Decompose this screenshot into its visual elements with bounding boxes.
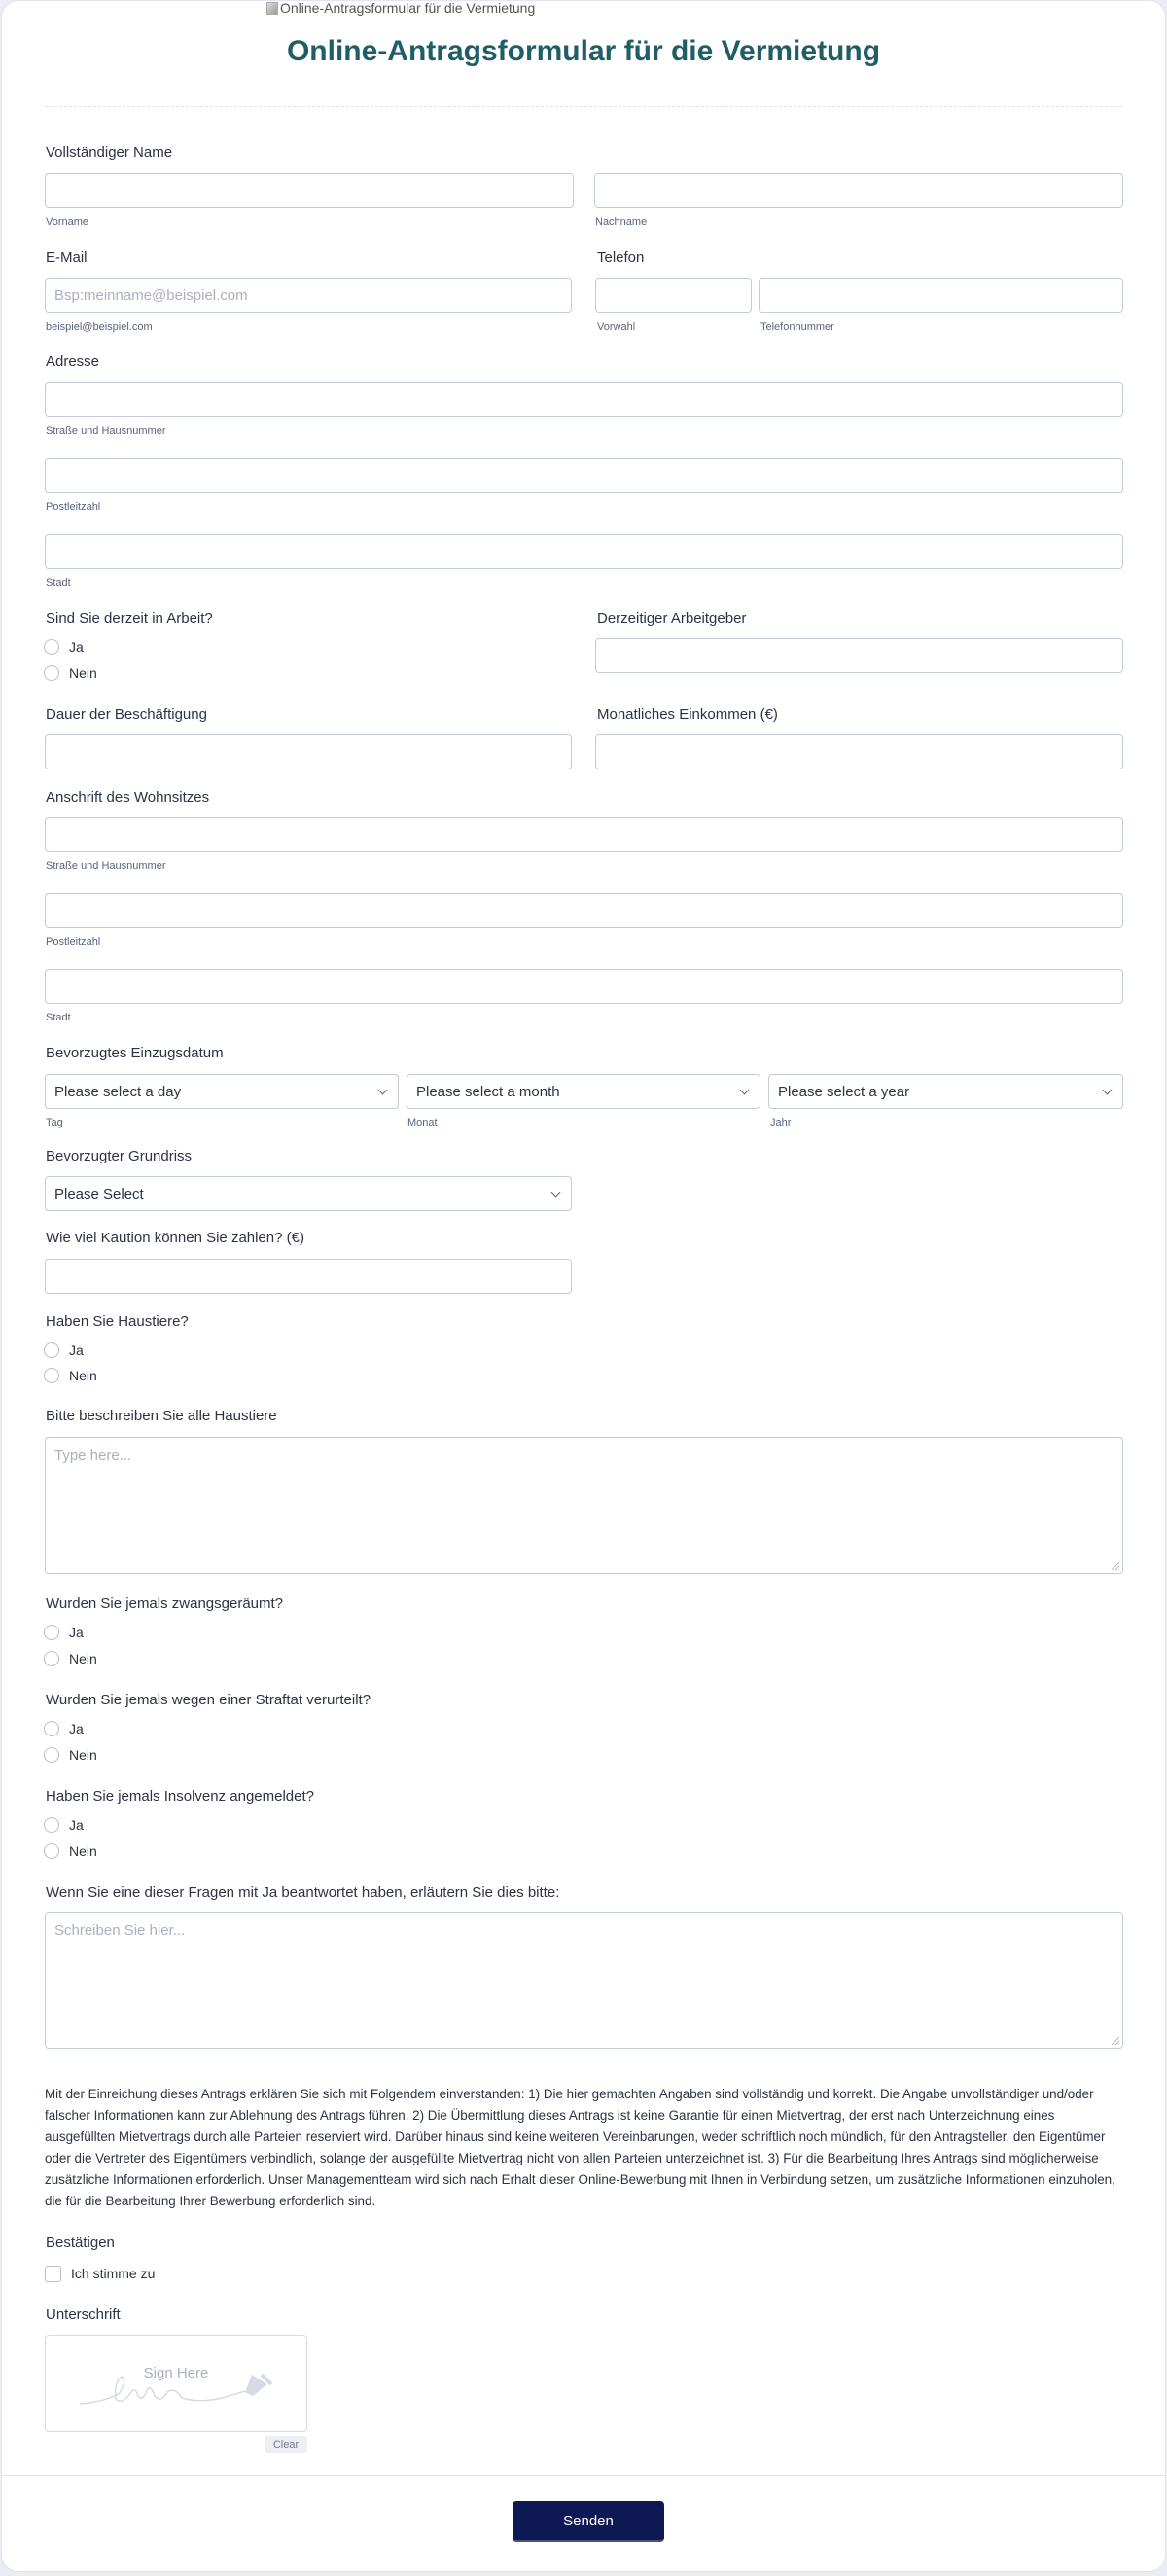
radio-icon[interactable] [44, 1817, 59, 1833]
agree-label: Ich stimme zu [71, 2266, 156, 2281]
address-street-input[interactable] [45, 382, 1123, 417]
divider [45, 106, 1122, 107]
resize-handle-icon[interactable] [1112, 2037, 1119, 2045]
email-placeholder: Bsp:meinname@beispiel.com [54, 287, 248, 304]
footer-divider [1, 2475, 1166, 2476]
signature-pen-icon [46, 2336, 308, 2433]
employed-label: Sind Sie derzeit in Arbeit? [46, 610, 213, 626]
option-label: Ja [69, 1625, 84, 1640]
move-in-label: Bevorzugtes Einzugsdatum [46, 1045, 224, 1061]
radio-icon[interactable] [44, 1368, 59, 1383]
floorplan-select[interactable] [45, 1176, 572, 1211]
email-label: E-Mail [46, 249, 88, 266]
pets-label: Haben Sie Haustiere? [46, 1313, 189, 1330]
residence-zip-sublabel: Postleitzahl [46, 936, 101, 948]
area-code-input[interactable] [595, 278, 752, 313]
confirm-label: Bestätigen [46, 2235, 115, 2251]
explain-placeholder: Schreiben Sie hier... [54, 1922, 186, 1939]
agree-checkbox-row[interactable] [45, 2264, 155, 2283]
floorplan-select-value: Please Select [54, 1185, 144, 1202]
signature-pad[interactable] [45, 2335, 307, 2432]
option-label: Ja [69, 1817, 84, 1833]
pets-desc-label: Bitte beschreiben Sie alle Haustiere [46, 1408, 277, 1424]
bankruptcy-option-nein[interactable] [44, 1842, 97, 1861]
email-sublabel: beispiel@beispiel.com [46, 321, 153, 333]
deposit-input[interactable] [45, 1259, 572, 1294]
year-select-value: Please select a year [778, 1083, 910, 1100]
residence-street-input[interactable] [45, 817, 1123, 852]
radio-icon[interactable] [44, 1625, 59, 1640]
checkbox[interactable] [45, 2266, 61, 2282]
explain-textarea[interactable] [45, 1912, 1123, 2049]
day-select[interactable] [45, 1074, 399, 1109]
header-image-alt: Online-Antragsformular für die Vermietung [280, 0, 536, 16]
bankruptcy-option-ja[interactable] [44, 1815, 84, 1835]
residence-zip-input[interactable] [45, 893, 1123, 928]
address-zip-sublabel: Postleitzahl [46, 501, 101, 513]
resize-handle-icon[interactable] [1112, 1562, 1119, 1570]
terms-text: Mit der Einreichung dieses Antrags erklären Sie sich mit Folgendem einverstanden: 1) Die hier gemachten Angaben sind vollständig und korrekt. Die Angabe unvollständiger und/oder falscher Informationen kann zur Ablehnung des Antrags führen. 2) Die Übermittlung dieses Antrags ist keine Garantie für einen Mietvertrag, der erst nach Unterzeichnung eines ausgefüllten Mietvertrags durch alle Parteien reserviert wird. Darüber hinaus sind keine weiteren Vereinbarungen, weder schriftlich noch mündlich, für den Antragsteller, den Eigentümer oder die Vertreter des Eigentümers verbindlich, solange der ausgefüllte Mietvertrag nicht von allen Parteien unterzeichnet ist. 3) Für die Bearbeitung Ihres Antrags sind möglicherweise zusätzliche Informationen erforderlich. Unser Managementteam wird sich nach Erhalt dieser Online-Bewerbung mit Ihnen in Verbindung setzen, um zusätzliche Informationen einzuholen, die für die Bearbeitung Ihrer Bewerbung erforderlich sind. [45, 2087, 1115, 2208]
employer-label: Derzeitiger Arbeitgeber [597, 610, 747, 626]
name-label: Vollständiger Name [46, 144, 173, 161]
submit-button[interactable]: Senden [513, 2501, 664, 2542]
residence-label: Anschrift des Wohnsitzes [46, 789, 210, 805]
radio-icon[interactable] [44, 1843, 59, 1859]
chevron-down-icon [551, 1187, 561, 1197]
pets-desc-textarea[interactable] [45, 1437, 1123, 1574]
income-input[interactable] [595, 734, 1123, 769]
chevron-down-icon [1103, 1085, 1113, 1094]
chevron-down-icon [378, 1085, 388, 1094]
employed-option-nein[interactable] [44, 663, 97, 683]
radio-icon[interactable] [44, 1342, 59, 1358]
option-label: Nein [69, 1368, 97, 1383]
duration-label: Dauer der Beschäftigung [46, 706, 207, 723]
evicted-label: Wurden Sie jemals zwangsgeräumt? [46, 1595, 284, 1612]
evicted-option-ja[interactable] [44, 1623, 84, 1642]
day-sublabel: Tag [46, 1117, 63, 1128]
address-label: Adresse [46, 353, 100, 370]
address-city-sublabel: Stadt [46, 577, 71, 589]
convicted-option-ja[interactable] [44, 1719, 84, 1738]
address-street-sublabel: Straße und Hausnummer [46, 425, 166, 437]
radio-icon[interactable] [44, 1721, 59, 1736]
signature-placeholder: Sign Here [143, 2365, 209, 2381]
phone-number-sublabel: Telefonnummer [760, 321, 834, 333]
last-name-input[interactable] [594, 173, 1123, 208]
year-select[interactable] [768, 1074, 1123, 1109]
radio-icon[interactable] [44, 1651, 59, 1666]
deposit-label: Wie viel Kaution können Sie zahlen? (€) [46, 1230, 304, 1246]
first-name-sublabel: Vorname [46, 216, 89, 228]
employer-input[interactable] [595, 638, 1123, 673]
bankruptcy-label: Haben Sie jemals Insolvenz angemeldet? [46, 1788, 314, 1805]
employed-option-ja[interactable] [44, 637, 84, 657]
email-input[interactable] [45, 278, 572, 313]
phone-label: Telefon [597, 249, 645, 266]
option-label: Ja [69, 1721, 84, 1736]
day-select-value: Please select a day [54, 1083, 182, 1100]
pets-desc-placeholder: Type here... [54, 1448, 132, 1464]
residence-city-sublabel: Stadt [46, 1012, 71, 1023]
clear-signature-button[interactable]: Clear [265, 2436, 307, 2453]
radio-icon[interactable] [44, 1747, 59, 1763]
page-title: Online-Antragsformular für die Vermietung [286, 35, 881, 67]
month-sublabel: Monat [407, 1117, 438, 1128]
option-label: Nein [69, 665, 97, 681]
year-sublabel: Jahr [770, 1117, 792, 1128]
explain-label: Wenn Sie eine dieser Fragen mit Ja beantwortet haben, erläutern Sie dies bitte: [46, 1884, 560, 1901]
income-label: Monatliches Einkommen (€) [597, 706, 778, 723]
month-select[interactable] [407, 1074, 760, 1109]
option-label: Nein [69, 1651, 97, 1666]
pets-option-nein[interactable] [44, 1366, 97, 1385]
phone-number-input[interactable] [759, 278, 1123, 313]
option-label: Nein [69, 1747, 97, 1763]
broken-image-icon [266, 2, 278, 15]
convicted-label: Wurden Sie jemals wegen einer Straftat verurteilt? [46, 1692, 371, 1708]
header-image [266, 0, 535, 16]
address-city-input[interactable] [45, 534, 1123, 569]
option-label: Ja [69, 639, 84, 655]
option-label: Ja [69, 1342, 84, 1358]
residence-street-sublabel: Straße und Hausnummer [46, 860, 166, 872]
month-select-value: Please select a month [416, 1083, 560, 1100]
last-name-sublabel: Nachname [595, 216, 648, 228]
signature-label: Unterschrift [46, 2307, 121, 2323]
option-label: Nein [69, 1843, 97, 1859]
chevron-down-icon [740, 1085, 750, 1094]
convicted-option-nein[interactable] [44, 1745, 97, 1765]
radio-icon[interactable] [44, 639, 59, 655]
address-zip-input[interactable] [45, 458, 1123, 493]
floorplan-label: Bevorzugter Grundriss [46, 1148, 193, 1164]
radio-icon[interactable] [44, 665, 59, 681]
area-code-sublabel: Vorwahl [597, 321, 636, 333]
pets-option-ja[interactable] [44, 1341, 84, 1360]
duration-input[interactable] [45, 734, 572, 769]
first-name-input[interactable] [45, 173, 574, 208]
residence-city-input[interactable] [45, 969, 1123, 1004]
evicted-option-nein[interactable] [44, 1649, 97, 1668]
